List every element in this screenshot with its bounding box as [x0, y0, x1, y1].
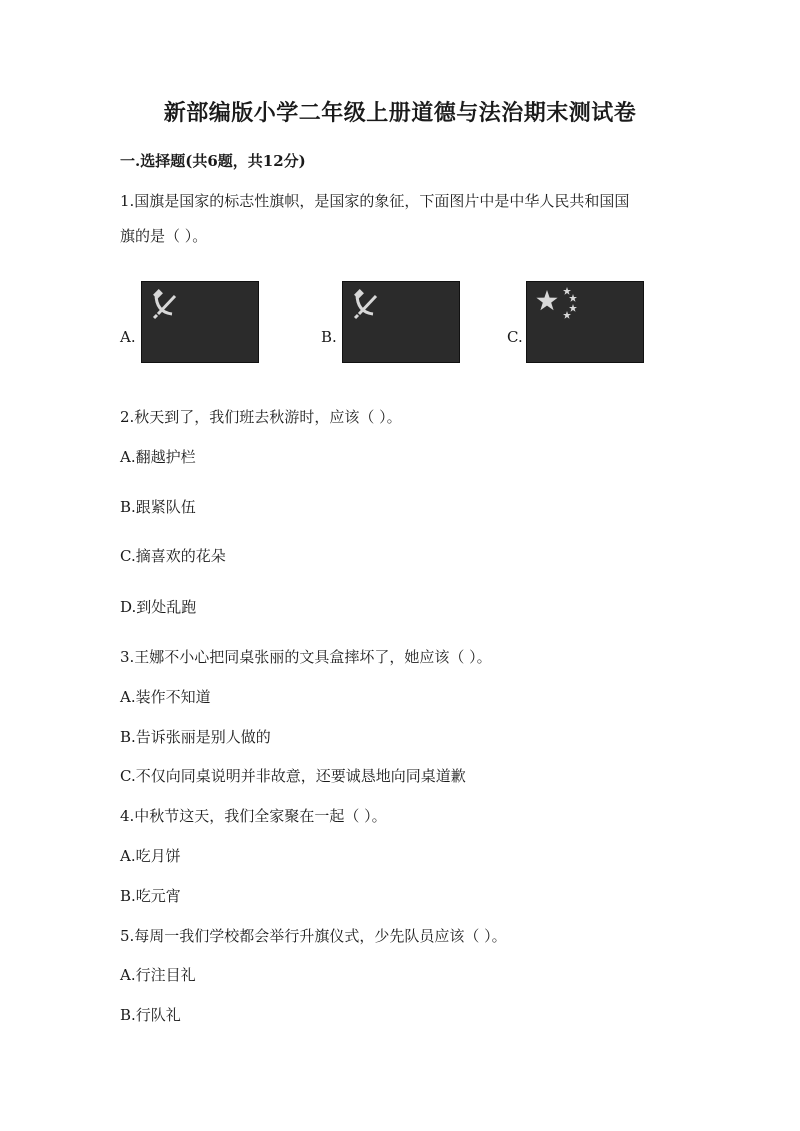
- question-1-stem-line2: 旗的是（ ）。: [120, 227, 208, 245]
- option-c-label: C.: [507, 328, 523, 346]
- page-title: 新部编版小学二年级上册道德与法治期末测试卷: [163, 100, 637, 126]
- question-3-option-b: B.告诉张丽是别人做的: [120, 728, 271, 746]
- question-2-option-b: B.跟紧队伍: [120, 498, 196, 516]
- question-1-options: [0, 281, 800, 365]
- party-flag-icon: [342, 281, 460, 363]
- party-flag-icon: [141, 281, 259, 363]
- question-5-stem: 5.每周一我们学校都会举行升旗仪式，少先队员应该（ ）。: [120, 927, 507, 945]
- question-3-stem: 3.王娜不小心把同桌张丽的文具盒摔坏了，她应该（ ）。: [120, 648, 492, 666]
- question-3-option-a: A.装作不知道: [120, 688, 211, 706]
- question-5-option-a: A.行注目礼: [120, 966, 196, 984]
- option-b-label: B.: [321, 328, 337, 346]
- question-2-option-d: D.到处乱跑: [120, 598, 197, 616]
- question-5-option-b: B.行队礼: [120, 1006, 181, 1024]
- question-4-option-a: A.吃月饼: [120, 847, 181, 865]
- question-1-stem-line1: 1.国旗是国家的标志性旗帜，是国家的象征，下面图片中是中华人民共和国国: [120, 192, 630, 210]
- option-a-label: A.: [120, 328, 136, 346]
- question-2-stem: 2.秋天到了，我们班去秋游时，应该（ ）。: [120, 408, 402, 426]
- question-4-stem: 4.中秋节这天，我们全家聚在一起（ ）。: [120, 807, 387, 825]
- section-heading: 一.选择题(共6题，共12分): [120, 152, 306, 170]
- question-3-option-c: C.不仅向同桌说明并非故意，还要诚恳地向同桌道歉: [120, 767, 466, 785]
- question-2-option-c: C.摘喜欢的花朵: [120, 547, 226, 565]
- question-2-option-a: A.翻越护栏: [120, 448, 196, 466]
- national-flag-icon: [526, 281, 644, 363]
- question-4-option-b: B.吃元宵: [120, 887, 181, 905]
